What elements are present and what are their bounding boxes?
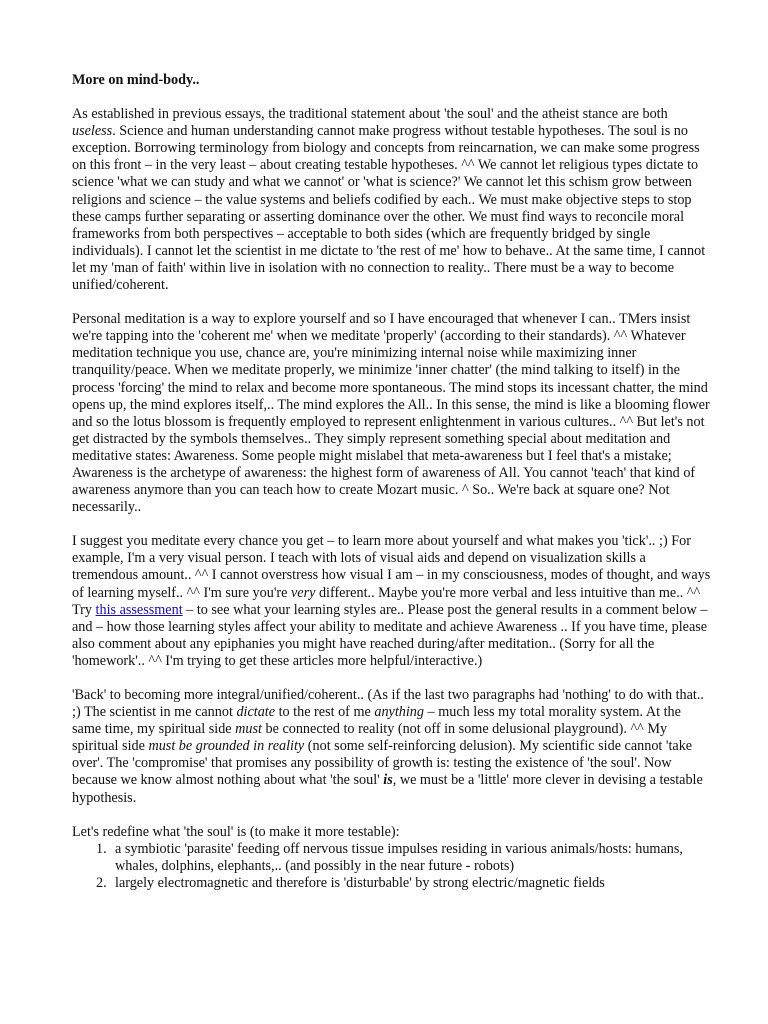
paragraph-text: As established in previous essays, the traditional statement about 'the soul' and the atheist stance are both [72, 106, 668, 123]
paragraph-3 [72, 533, 712, 670]
document-title: More on mind-body.. [72, 72, 200, 88]
emphasis-text: dictate [236, 704, 276, 721]
paragraph-text: (not some self-reinforcing delusion). My scientific side cannot 'take over'. The 'compromise' that promises any possibility of growth is: testing the existence of 'the soul'. Now because we know almost nothing about what 'the soul' [72, 738, 693, 789]
numbered-list [72, 841, 712, 892]
paragraph-text: I suggest you meditate every chance you get – to learn more about yourself and what makes you 'tick'.. ;) For example, I'm a very visual person. I teach with lots of visual aids and depend on visualization skills a tremendous amount.. ^^ I cannot overstress how visual I am – in my consciousness, modes of thought, and ways of learning myself.. ^^ I'm sure you're [72, 533, 711, 601]
paragraph-text: to the rest of me [275, 704, 375, 721]
emphasis-text: must be grounded in reality [148, 738, 305, 755]
paragraph-text: . Science and human understanding cannot make progress without testable hypotheses. The soul is no exception. Borrowing terminology from biology and concepts from reincarnation, we can make some progress on this front – in the very least – about creating testable hypotheses. ^^ We cannot let religious types dictate to science 'what we can study and what we cannot' or 'what is science?' We cannot let this schism grow between religions and science – the value systems and beliefs codified by each.. We must make objective steps to stop these camps further separating or asserting dominance over the other. We must find ways to reconcile moral frameworks from both perspectives – acceptable to both sides (which are frequently bridged by single individuals). I cannot let the scientist in me dictate to 'the rest of me' how to behave.. At the same time, I cannot let my 'man of faith' within live in isolation with no connection to reality.. There must be a way to become unified/coherent. [72, 123, 706, 294]
paragraph-text: 'Back' to becoming more integral/unified/coherent.. (As if the last two paragraphs had 'nothing' to do with that.. ;) The scientist in me cannot [72, 687, 704, 721]
emphasis-text: useless [72, 123, 113, 140]
paragraph-text: , we must be a 'little' more clever in devising a testable hypothesis. [72, 772, 703, 806]
paragraph-text: – to see what your learning styles are.. Please post the general results in a comment below – and – how those learning styles affect your ability to meditate and achieve Awareness .. If you have time, please also comment about any epiphanies you might have reached during/after meditation.. (Sorry for all the 'homework'.. ^^ I'm trying to get these articles more helpful/interactive.) [72, 601, 708, 669]
emphasis-text: anything [374, 704, 424, 721]
paragraph-1 [72, 106, 712, 294]
document-page [72, 72, 712, 892]
list-number: 2. [96, 874, 107, 891]
assessment-link[interactable]: this assessment [95, 601, 183, 618]
list-item [72, 841, 712, 875]
paragraph-5: Let's redefine what 'the soul' is (to make it more testable): [72, 823, 400, 840]
list-item [72, 875, 712, 892]
paragraph-text: be connected to reality (not off in some delusional playground). ^^ My spiritual side [72, 721, 668, 755]
paragraph-4 [72, 687, 712, 807]
paragraph-text: different.. Maybe you're more verbal and less intuitive than me.. ^^ Try [72, 584, 701, 618]
strong-emphasis-text: is [383, 772, 393, 789]
paragraph-2: Personal meditation is a way to explore yourself and so I have encouraged that whenever I can.. TMers insist we're tapping into the 'coherent me' when we meditate 'properly' (according to their standards). ^^ Whatever meditation technique you use, chance are, you're minimizing internal noise while maximizing inner tranquility/peace. When we meditate properly, we minimize 'inner chatter' (the mind talking to itself) in the process 'forcing' the mind to relax and become more spontaneous. The mind stops its incessant chatter, the mind opens up, the mind explores itself,.. The mind explores the All.. In this sense, the mind is like a blooming flower and so the lotus blossom is frequently employed to represent enlightenment in various cultures.. ^^ But let's not get distracted by the symbols themselves.. They simply represent something special about meditation and meditative states: Awareness. Some people might mislabel that meta-awareness but I feel that's a mistake; Awareness is the archetype of awareness: the highest form of awareness of All. You cannot 'teach' that kind of awareness anymore than you can teach how to create Mozart music. ^ So.. We're back at square one? Not necessarily.. [72, 311, 710, 516]
list-item-text: largely electromagnetic and therefore is 'disturbable' by strong electric/magnetic fields [115, 874, 605, 891]
list-number: 1. [96, 840, 107, 857]
list-item-text: a symbiotic 'parasite' feeding off nervous tissue impulses residing in various animals/hosts: humans, whales, dolphins, elephants,.. (and possibly in the near future - robots) [115, 840, 683, 874]
paragraph-text: – much less my total morality system. At the same time, my spiritual side [72, 704, 681, 738]
emphasis-text: must [235, 721, 262, 738]
emphasis-text: very [290, 584, 316, 601]
